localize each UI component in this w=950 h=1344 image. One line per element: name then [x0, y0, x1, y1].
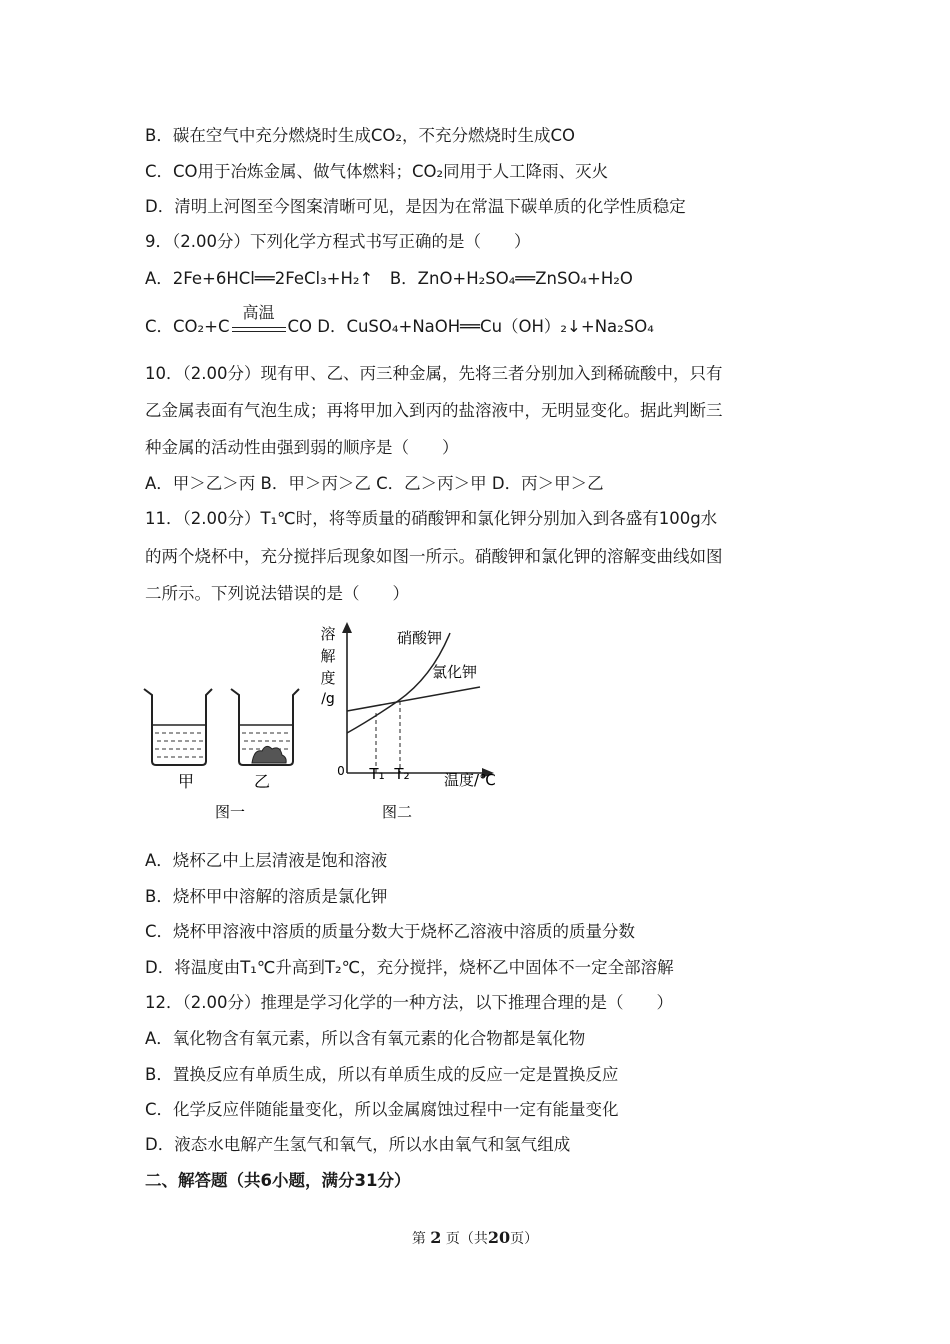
q11-line-3: 二所示。下列说法错误的是（ ） [145, 584, 409, 603]
curve-kno3-label: 硝酸钾 [397, 629, 443, 647]
q11-line-1: 11．（2.00分）T₁℃时，将等质量的硝酸钾和氯化钾分别加入到各盛有100g水 [145, 509, 718, 528]
q10-options: A．甲＞乙＞丙 B．甲＞丙＞乙 C．乙＞丙＞甲 D．丙＞甲＞乙 [145, 474, 604, 493]
origin-label: 0 [337, 764, 345, 778]
t1-label: T₁ [369, 765, 385, 783]
q11-option-d: D．将温度由T₁℃升高到T₂℃，充分搅拌，烧杯乙中固体不一定全部溶解 [145, 958, 674, 977]
q9-option-c-left: C．CO₂+C [145, 317, 230, 336]
curve-kcl [347, 687, 480, 711]
q8-option-c: C．CO用于冶炼金属、做气体燃料；CO₂同用于人工降雨、灭火 [145, 162, 609, 181]
beaker-yi [231, 689, 299, 765]
reaction-condition [230, 303, 288, 338]
q11-option-c: C．烧杯甲溶液中溶质的质量分数大于烧杯乙溶液中溶质的质量分数 [145, 922, 636, 941]
y-label-char-4: /g [321, 691, 335, 707]
q11-figures [0, 615, 950, 825]
page-footer [0, 1228, 950, 1248]
beaker-jia-label: 甲 [177, 772, 195, 791]
q9-stem: 9．（2.00分）下列化学方程式书写正确的是（ ） [145, 232, 531, 251]
beaker-yi-label: 乙 [253, 772, 271, 791]
y-axis-arrow [342, 622, 352, 633]
footer-page-number: 2 [430, 1228, 442, 1247]
y-label-char-3: 度 [320, 669, 336, 687]
q12-option-b: B．置换反应有单质生成，所以有单质生成的反应一定是置换反应 [145, 1065, 619, 1084]
q10-line-2: 乙金属表面有气泡生成；再将甲加入到丙的盐溶液中，无明显变化。据此判断三 [145, 401, 723, 420]
figure-1-caption: 图一 [214, 803, 246, 821]
figure-1 [144, 689, 299, 821]
x-axis-label: 温度/℃ [444, 771, 496, 789]
q8-option-d: D．清明上河图至今图案清晰可见，是因为在常温下碳单质的化学性质稳定 [145, 197, 686, 216]
curve-kcl-label: 氯化钾 [432, 663, 478, 681]
q10-line-1: 10．（2.00分）现有甲、乙、丙三种金属，先将三者分别加入到稀硫酸中，只有 [145, 364, 723, 383]
figure-2-caption: 图二 [381, 803, 413, 821]
curve-kno3 [347, 633, 450, 733]
q12-stem: 12．（2.00分）推理是学习化学的一种方法，以下推理合理的是（ ） [145, 993, 673, 1012]
q11-line-2: 的两个烧杯中，充分搅拌后现象如图一所示。硝酸钾和氯化钾的溶解变曲线如图 [145, 547, 723, 566]
q12-option-d: D．液态水电解产生氢气和氧气，所以水由氧气和氢气组成 [145, 1135, 571, 1154]
q11-option-b: B．烧杯甲中溶解的溶质是氯化钾 [145, 887, 388, 906]
q9-option-c-right: CO D．CuSO₄+NaOH══Cu（OH）₂↓+Na₂SO₄ [287, 317, 654, 336]
q12-option-c: C．化学反应伴随能量变化，所以金属腐蚀过程中一定有能量变化 [145, 1100, 619, 1119]
q9-options-cd [145, 303, 654, 338]
footer-mid: 页（共 [445, 1231, 488, 1247]
reaction-equal-sign [232, 327, 286, 332]
q8-option-b: B．碳在空气中充分燃烧时生成CO₂，不充分燃烧时生成CO [145, 126, 575, 145]
figure-2 [320, 622, 495, 821]
beaker-jia [144, 689, 212, 765]
section-2-heading: 二、解答题（共6小题，满分31分） [145, 1171, 411, 1190]
y-label-char-2: 解 [320, 647, 336, 665]
q9-options-ab: A．2Fe+6HCl══2FeCl₃+H₂↑ B．ZnO+H₂SO₄══ZnSO₄+H₂O [145, 269, 633, 288]
footer-prefix: 第 [411, 1231, 426, 1247]
q10-line-3: 种金属的活动性由强到弱的顺序是（ ） [145, 438, 459, 457]
footer-total-pages: 20 [487, 1228, 511, 1247]
q12-option-a: A．氧化物含有氧元素，所以含有氧元素的化合物都是氧化物 [145, 1029, 586, 1048]
y-label-char-1: 溶 [320, 625, 336, 643]
q11-option-a: A．烧杯乙中上层清液是饱和溶液 [145, 851, 388, 870]
t2-label: T₂ [394, 765, 410, 783]
footer-suffix: 页） [510, 1231, 539, 1247]
reaction-condition-text: 高温 [242, 303, 275, 322]
